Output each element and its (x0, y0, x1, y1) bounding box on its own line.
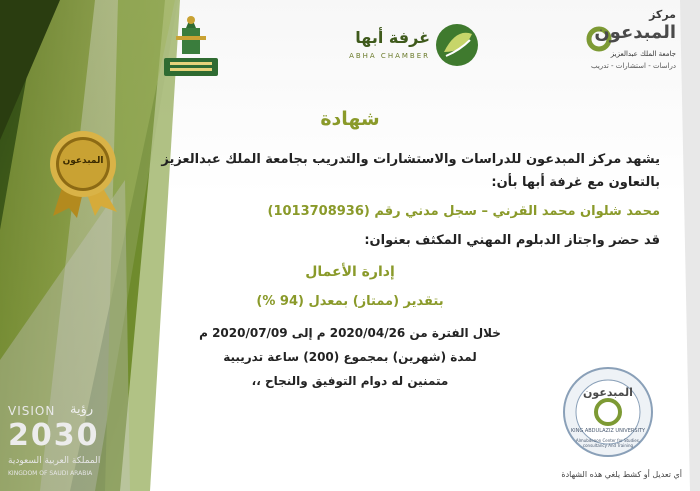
logo-top-word: مركز (649, 8, 676, 21)
seal-name: المبدعون (583, 386, 633, 399)
medal-text: المبدعون (62, 156, 104, 166)
body-line-3: قد حضر واجتاز الدبلوم المهني المكثف بعنوان: (364, 233, 660, 248)
body-line-2: بالتعاون مع غرفة أبها بأن: (491, 175, 660, 190)
abha-chamber-logo (330, 22, 480, 72)
footer-notice: أي تعديل أو كشط يلغي هذه الشهادة (561, 470, 682, 479)
certificate-title: شهادة (320, 108, 380, 130)
vision-2030-logo (8, 404, 128, 488)
almubdeoon-logo (580, 8, 680, 80)
period: خلال الفترة من 2020/04/26 م إلى 2020/07/09 م (199, 326, 501, 340)
logo-subtitle: دراسات - استشارات - تدريب (590, 62, 676, 70)
body-line-1: يشهد مركز المبدعون للدراسات والاستشارات والتدريب بجامعة الملك عبدالعزيز (161, 152, 660, 167)
abha-leaf-icon (434, 22, 480, 68)
course-title: إدارة الأعمال (305, 264, 395, 280)
university-logo (160, 8, 222, 82)
abha-logo-subtext: ABHA CHAMBER (349, 52, 430, 60)
medal-icon (35, 128, 135, 218)
recipient-name: محمد شلوان محمد القرني – سجل مدني رقم (1013708936) (267, 204, 660, 219)
abha-logo-text: غرفة أبها (355, 28, 430, 47)
seal-university: KING ABDULAZIZ UNIVERSITY (570, 428, 646, 434)
stamp-seal (562, 366, 654, 458)
vision-word: VISION (8, 404, 56, 418)
vision-country-en: KINGDOM OF SAUDI ARABIA (8, 470, 93, 477)
logo-name: المبدعون (594, 22, 676, 43)
vision-country-ar: المملكة العربية السعودية (8, 456, 101, 466)
seal-center: Almubdeoon Center for Studies, consultancy And Training (575, 438, 641, 448)
vision-word-ar: رؤية (70, 402, 94, 417)
gold-medal (35, 128, 135, 218)
logo-university: جامعة الملك عبدالعزيز (610, 50, 676, 58)
closing: متمنين له دوام التوفيق والنجاح ،، (251, 374, 449, 388)
vision-year: 2030 (8, 418, 100, 453)
grade: بتقدير (ممتاز) بمعدل (94 %) (256, 294, 444, 309)
duration: لمدة (شهرين) بمجموع (200) ساعة تدريبية (223, 350, 477, 364)
